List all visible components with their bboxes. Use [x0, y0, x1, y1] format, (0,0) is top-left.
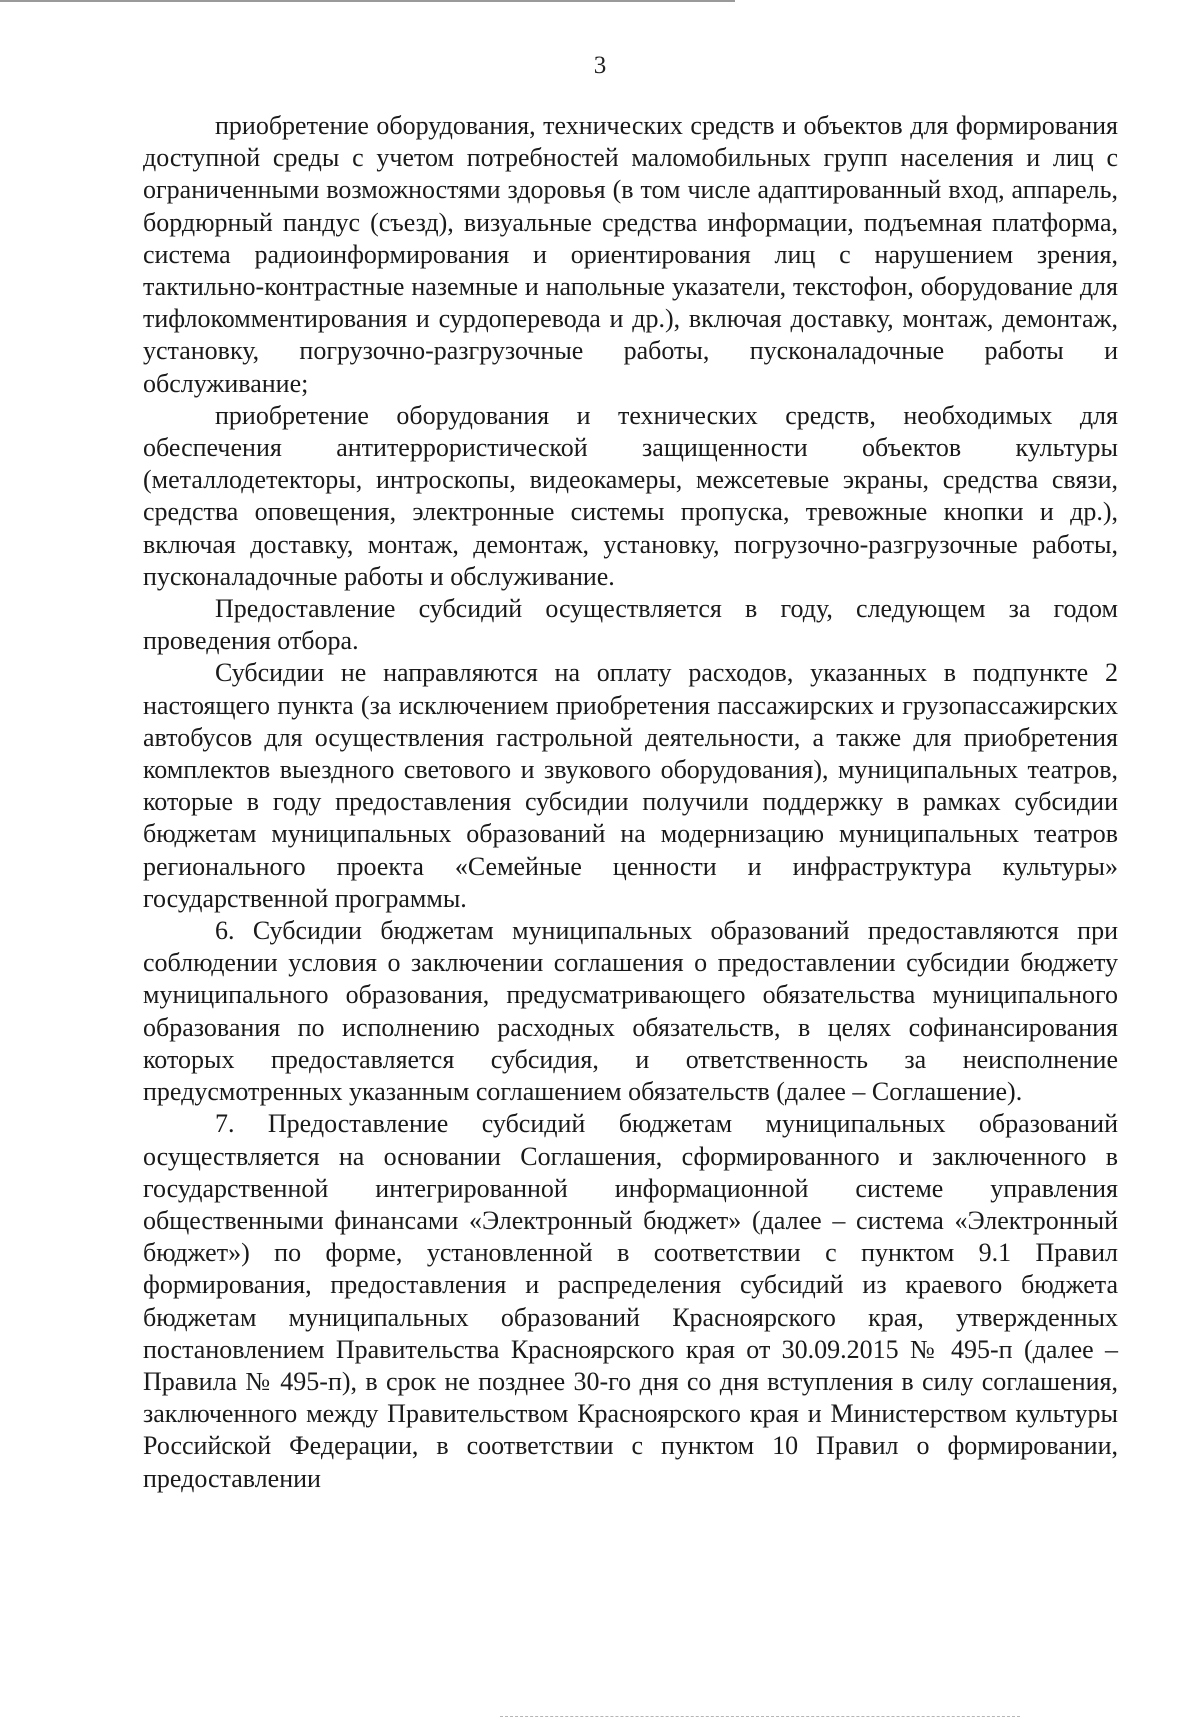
page-number: 3: [593, 52, 607, 79]
paragraph-item-7: 7. Предоставление субсидий бюджетам муниципальных образований осуществляется на основании Соглашения, сформированного и заключенного в государственной интегрированной информационной системе управления общественными финансами «Электронный бюджет» (далее – система «Электронный бюджет») по форме, установленной в соответствии с пунктом 9.1 Правил формирования, предоставления и распределения субсидий из краевого бюджета бюджетам муниципальных образований Красноярского края, утвержденных постановлением Правительства Красноярского края от 30.09.2015 № 495-п (далее – Правила № 495-п), в срок не позднее 30-го дня со дня вступления в силу соглашения, заключенного между Правительством Красноярского края и Министерством культуры Российской Федерации, в соответствии с пунктом 10 Правил о формировании, предоставлении: [143, 1109, 1118, 1493]
paragraph-subsidy-timing: Предоставление субсидий осуществляется в году, следующем за годом проведения отбора.: [143, 594, 1118, 656]
paragraph-accessible-environment: приобретение оборудования, технических средств и объектов для формирования доступной среды с учетом потребностей маломобильных групп населения и лиц с ограниченными возможностями здоровья (в том числе адаптированный вход, аппарель, бордюрный пандус (съезд), визуальные средства информации, подъемная платформа, система радиоинформирования и ориентирования лиц с нарушением зрения, тактильно-контрастные наземные и напольные указатели, текстофон, оборудование для тифлокомментирования и сурдоперевода и др.), включая доставку, монтаж, демонтаж, установку, погрузочно-разгрузочные работы, пусконаладочные работы и обслуживание;: [143, 111, 1118, 398]
paragraph-item-6: 6. Субсидии бюджетам муниципальных образований предоставляются при соблюдении условия о заключении соглашения о предоставлении субсидии бюджету муниципального образования, предусматривающего обязательства муниципального образования по исполнению расходных обязательств, в целях софинансирования которых предоставляется субсидия, и ответственность за неисполнение предусмотренных указанным соглашением обязательств (далее – Соглашение).: [143, 916, 1118, 1107]
bottom-scan-border: [500, 1716, 1020, 1717]
paragraph-antiterrorist-equipment: приобретение оборудования и технических средств, необходимых для обеспечения антитеррористической защищенности объектов культуры (металлодетекторы, интроскопы, видеокамеры, межсетевые экраны, средства связи, средства оповещения, электронные системы пропуска, тревожные кнопки и др.), включая доставку, монтаж, демонтаж, установку, погрузочно-разгрузочные работы, пусконаладочные работы и обслуживание.: [143, 400, 1118, 591]
top-scan-border: [0, 0, 735, 2]
document-body: [143, 110, 1118, 1495]
paragraph-subsidy-exclusions: Субсидии не направляются на оплату расходов, указанных в подпункте 2 настоящего пункта (за исключением приобретения пассажирских и грузопассажирских автобусов для осуществления гастрольной деятельности, а также для приобретения комплектов выездного светового и звукового оборудования), муниципальных театров, которые в году предоставления субсидии получили поддержку в рамках субсидии бюджетам муниципальных образований на модернизацию муниципальных театров регионального проекта «Семейные ценности и инфраструктура культуры» государственной программы.: [143, 658, 1118, 913]
